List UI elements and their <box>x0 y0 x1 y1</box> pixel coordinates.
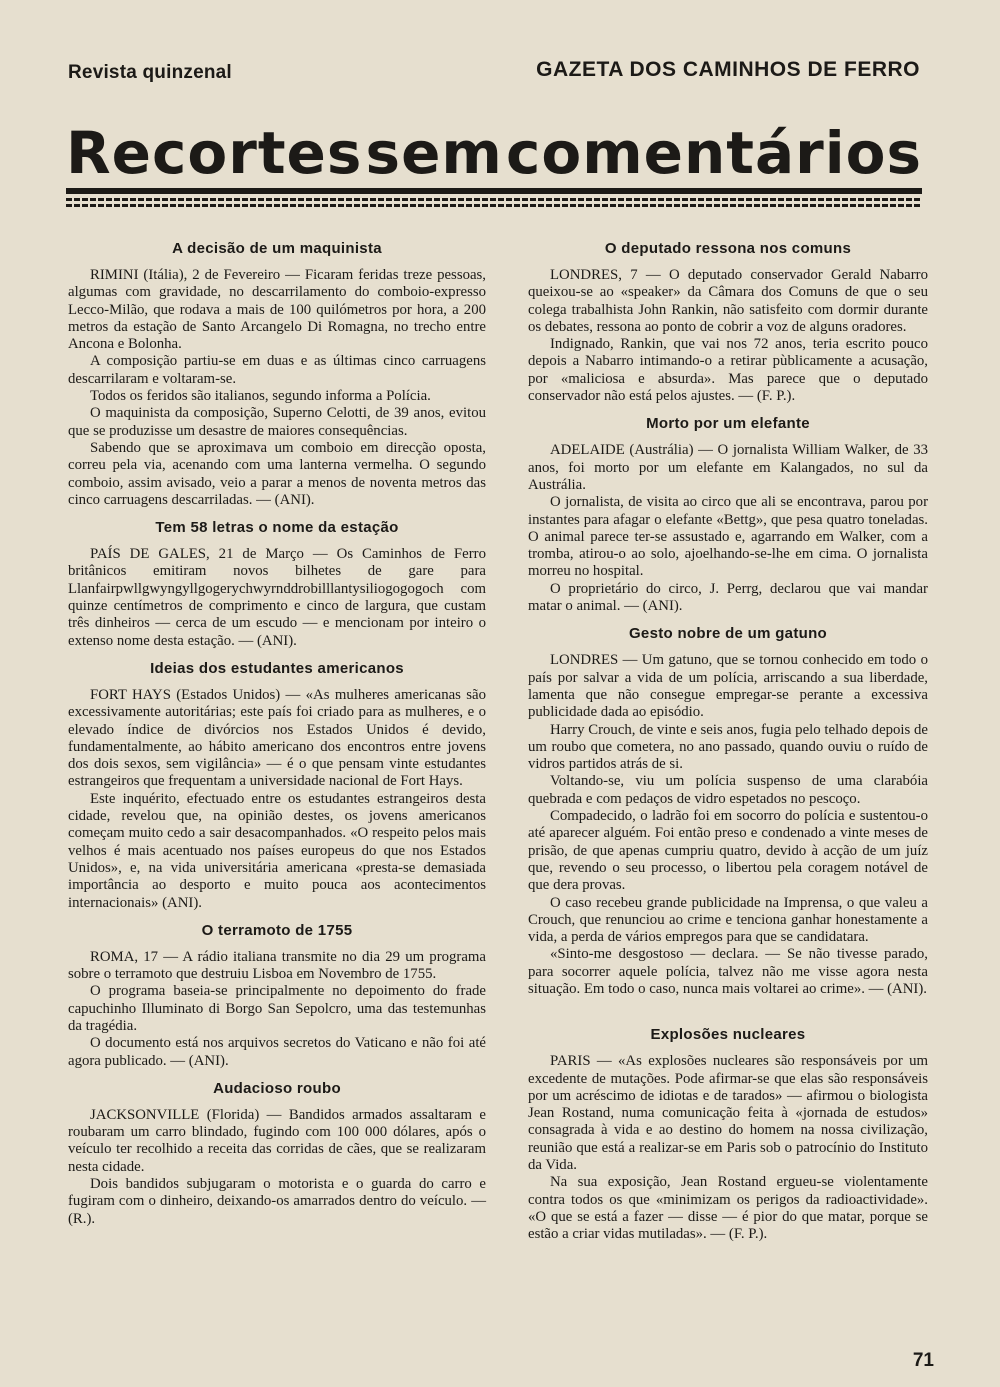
article-paragraph: Voltando-se, viu um polícia suspenso de uma clarabóia quebrada e com pedaços de vidro espetados no pescoço. <box>528 773 928 807</box>
masthead-word-3: comentários <box>505 119 922 187</box>
article-paragraph: Harry Crouch, de vinte e seis anos, fugia pelo telhado depois de um roubo que cometera, no ano passado, quando ouviu o ruído de vidros partidos atrás de si. <box>528 721 928 773</box>
article-spacer <box>528 1008 928 1026</box>
masthead-word-1: Recortes <box>66 119 363 187</box>
article <box>68 240 486 509</box>
article-paragraph: LONDRES — Um gatuno, que se tornou conhecido em todo o país por salvar a vida de um polícia, arriscando a sua liberdade, lamenta que não consegue empregar-se perante a excessiva publicidade dada ao episódio. <box>528 652 928 721</box>
page-number: 71 <box>912 1350 934 1371</box>
article <box>68 1080 486 1228</box>
article <box>528 625 928 998</box>
article-title: O deputado ressona nos comuns <box>604 240 852 257</box>
article-title: Explosões nucleares <box>650 1026 806 1044</box>
article-paragraph: Indignado, Rankin, que vai nos 72 anos, teria escrito pouco depois a Nabarro intimando-o a retirar pùblicamente a acusação, por «maliciosa e absurda». Mas parece que o deputado conservador não está pelos ajustes. — (F. P.). <box>528 336 928 405</box>
article-paragraph: ADELAIDE (Austrália) — O jornalista William Walker, de 33 anos, foi morto por um elefante em Kalangados, no sul da Austrália. <box>528 442 928 493</box>
article-paragraph: O maquinista da composição, Superno Celotti, de 39 anos, evitou que se produzisse um desastre de maiores consequências. <box>68 405 486 439</box>
article-title: Tem 58 letras o nome da estação <box>155 519 399 537</box>
article <box>528 240 928 405</box>
left-column <box>68 240 486 1238</box>
masthead-rule-thick <box>66 188 922 194</box>
article <box>528 1026 928 1243</box>
article-paragraph: O proprietário do circo, J. Perrg, declarou que vai mandar matar o animal. — (ANI). <box>528 580 928 615</box>
article-paragraph: Sabendo que se aproximava um comboio em direcção oposta, correu pela via, acenando com uma lanterna vermelha. O segundo comboio, assim avisado, veio a parar a menos de noventa metros das cinco carruagens descarriladas. — (ANI). <box>68 439 486 508</box>
article-paragraph: O caso recebeu grande publicidade na Imprensa, o que valeu a Crouch, que renunciou ao crime e tenciona ganhar honestamente a vida, a perda de vários empregos para que se candidatara. <box>528 894 928 946</box>
article-paragraph: A composição partiu-se em duas e as últimas cinco carruagens descarrilaram e voltaram-se. <box>68 353 486 387</box>
article-paragraph: JACKSONVILLE (Florida) — Bandidos armados assaltaram e roubaram um carro blindado, fugindo com 100 000 dólares, após o veículo ter recolhido a receita das corridas de cães, que se realizaram nesta cidade. <box>68 1106 486 1175</box>
article-paragraph: ROMA, 17 — A rádio italiana transmite no dia 29 um programa sobre o terramoto que destruiu Lisboa em Novembro de 1755. <box>68 948 486 983</box>
article-title: Audacioso roubo <box>213 1079 341 1097</box>
article-paragraph: PARIS — «As explosões nucleares são responsáveis por um excedente de mutações. Pode afirmar-se que elas são responsáveis por um acréscimo de idiotas e de tarados» — afirmou o biologista Jean Rostand, numa comunicação feita à «jornada de estudos» consagrada à vida e ao destino do homem na nossa civilização, reunião que está a realizar-se em Paris sob o patrocínio do Instituto da Vida. <box>528 1053 928 1174</box>
masthead-rule-dotted-2 <box>66 204 922 207</box>
section-masthead <box>66 118 922 188</box>
article-paragraph: Dois bandidos subjugaram o motorista e o guarda do carro e fugiram com o dinheiro, deixando-os amarrados dentro do veículo. — (R.). <box>68 1176 486 1227</box>
publication-title: GAZETA DOS CAMINHOS DE FERRO <box>536 58 920 81</box>
article <box>68 922 486 1070</box>
article <box>528 415 928 615</box>
article-paragraph: Na sua exposição, Jean Rostand ergueu-se violentamente contra todos os que «minimizam os perigos da radioactividade». «O que se está a fazer — disse — é pior do que matar, porque se estão a criar vidas mutiladas». — (F. P.). <box>528 1174 928 1243</box>
article-paragraph: PAÍS DE GALES, 21 de Março — Os Caminhos de Ferro britânicos emitiram novos bilhetes de gare para Llanfairpwllgwyngyllgogerychwyrnddrobilllantysiliogogogoch com quinze centímetros de comprimento e cinco de largura, que custam três dinheiros — cerca de um escudo — e mencionam por inteiro o extenso nome desta estação. — (ANI). <box>68 546 486 649</box>
right-column <box>528 240 928 1254</box>
masthead-rule-dotted-1 <box>66 198 922 201</box>
article-title: Morto por um elefante <box>646 415 810 433</box>
article <box>68 660 486 912</box>
article-paragraph: O programa baseia-se principalmente no depoimento do frade capuchinho Illuminato di Borgo San Sepolcro, uma das testemunhas da tragédia. <box>68 983 486 1034</box>
article-paragraph: Este inquérito, efectuado entre os estudantes estrangeiros desta cidade, revelou que, na opinião destes, os jovens americanos começam muito cedo a sair desacompanhados. «O respeito pelos mais velhos é mais acentuado nos países europeus do que nos Estados Unidos», e, na vida universitária americana «presta-se demasiada importância ao desporto e muito pouca aos acontecimentos internacionais» (ANI). <box>68 790 486 911</box>
article-title: Ideias dos estudantes americanos <box>150 659 404 677</box>
publication-frequency: Revista quinzenal <box>68 62 232 83</box>
article-paragraph: O jornalista, de visita ao circo que ali se encontrava, parou por instantes para afagar o elefante «Bettg», que pesa quatro toneladas. O animal parece ter-se assustado e, agarrando em Walker, com a tromba, atirou-o ao solo, ajoelhando-se-lhe em cima. O jornalista morreu no hospital. <box>528 494 928 580</box>
article-paragraph: Todos os feridos são italianos, segundo informa a Polícia. <box>90 388 431 405</box>
article-title: O terramoto de 1755 <box>201 921 353 939</box>
article-paragraph: FORT HAYS (Estados Unidos) — «As mulheres americanas são excessivamente autoritárias; este país foi criado para as mulheres, e o elevado índice de divórcios nos Estados Unidos é devido, fundamentalmente, ao hábito americano dos encontros entre jovens dos dois sexos, sem vigilância» — é o que pensam vinte estudantes estrangeiros que frequentam a universidade nacional de Fort Hays. <box>68 686 486 790</box>
article <box>68 519 486 650</box>
masthead-word-2: sem <box>365 119 503 187</box>
article-paragraph: Compadecido, o ladrão foi em socorro do polícia e sustentou-o até aparecer alguém. Foi então preso e condenado a vinte meses de prisão, de que apenas cumpriu quatro, devido à acção de um juíz que, revendo o seu processo, o libertou pela coragem notável de que dera provas. <box>528 808 928 894</box>
article-paragraph: «Sinto-me desgostoso — declara. — Se não tivesse parado, para socorrer aquele polícia, talvez não me visse agora nesta situação. Em todo o caso, nunca mais voltarei ao crime». — (ANI). <box>528 946 928 997</box>
article-paragraph: LONDRES, 7 — O deputado conservador Gerald Nabarro queixou-se ao «speaker» da Câmara dos Comuns de que o seu colega trabalhista John Rankin, não satisfeito com dormir durante os debates, ressona ao ponto de cobrir a voz de alguns oradores. <box>528 267 928 335</box>
article-title: A decisão de um maquinista <box>172 240 382 257</box>
article-paragraph: O documento está nos arquivos secretos do Vaticano e não foi até agora publicado. — (ANI). <box>68 1035 486 1069</box>
article-title: Gesto nobre de um gatuno <box>628 625 828 643</box>
article-paragraph: RIMINI (Itália), 2 de Fevereiro — Ficaram feridas treze pessoas, algumas com gravidade, no descarrilamento do comboio-expresso Lecco-Milão, que rodava a mais de 100 quilómetros por hora, a 200 metros da estação de Santo Arcangelo Di Romagna, no trecho entre Ancona e Bolonha. <box>68 267 486 353</box>
